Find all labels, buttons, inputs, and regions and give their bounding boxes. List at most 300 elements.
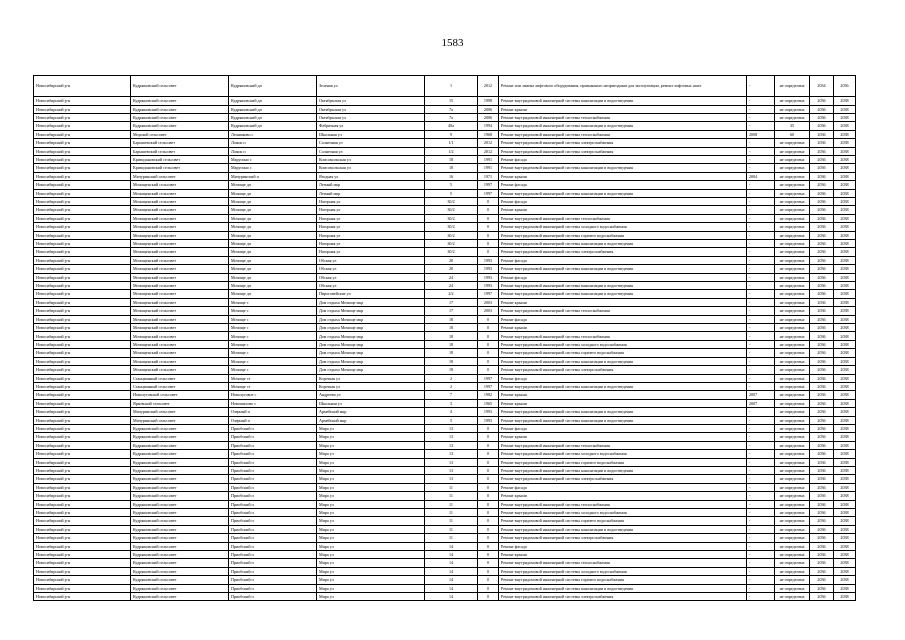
cell-plan-year-end: 2038 [834, 424, 856, 432]
cell-house: 9 [425, 130, 478, 138]
cell-wear-percent: не определена [775, 450, 810, 458]
cell-plan-year-end: 2038 [834, 517, 856, 525]
cell-district: Новосибирский р-н [34, 593, 131, 601]
cell-year-built: 2012 [478, 76, 499, 97]
cell-last-repair-year: - [747, 147, 775, 155]
cell-plan-year-end: 2038 [834, 290, 856, 298]
table-row [34, 105, 856, 113]
table-row [34, 265, 856, 273]
cell-plan-year-end: 2038 [834, 97, 856, 105]
cell-municipality: Кудряшовский сельсовет [131, 458, 229, 466]
cell-settlement: Кудряшовский дп [229, 105, 317, 113]
table-row [34, 130, 856, 138]
cell-settlement: Приобский п [229, 525, 317, 533]
cell-settlement: Мочище дп [229, 265, 317, 273]
cell-work-type: Ремонт внутридомовой инженерной системы канализации и водоотведения [499, 525, 747, 533]
cell-work-type: Ремонт внутридомовой инженерной системы канализации и водоотведения [499, 97, 747, 105]
cell-plan-year-start: 2036 [810, 265, 834, 273]
cell-street: Октябрьская ул [317, 105, 425, 113]
cell-work-type: Ремонт фасада [499, 483, 747, 491]
cell-last-repair-year: - [747, 366, 775, 374]
cell-house: 11 [425, 517, 478, 525]
cell-plan-year-start: 2036 [810, 416, 834, 424]
cell-district: Новосибирский р-н [34, 130, 131, 138]
cell-municipality: Криводановский сельсовет [131, 155, 229, 163]
cell-street: Мира ул [317, 458, 425, 466]
cell-district: Новосибирский р-н [34, 256, 131, 264]
cell-district: Новосибирский р-н [34, 458, 131, 466]
cell-plan-year-end: 2038 [834, 164, 856, 172]
cell-year-built: 0 [478, 458, 499, 466]
cell-district: Новосибирский р-н [34, 139, 131, 147]
cell-plan-year-end: 2038 [834, 416, 856, 424]
cell-plan-year-start: 2036 [810, 130, 834, 138]
cell-work-type: Ремонт внутридомовой инженерной системы горячего водоснабжения [499, 576, 747, 584]
table-row [34, 542, 856, 550]
cell-work-type: Ремонт внутридомовой инженерной системы канализации и водоотведения [499, 408, 747, 416]
cell-plan-year-start: 2036 [810, 483, 834, 491]
table-row [34, 164, 856, 172]
cell-plan-year-start: 2036 [810, 382, 834, 390]
cell-plan-year-end: 2038 [834, 315, 856, 323]
cell-house: 1 [425, 76, 478, 97]
cell-plan-year-end: 2038 [834, 206, 856, 214]
cell-last-repair-year: - [747, 542, 775, 550]
cell-street: Мира ул [317, 525, 425, 533]
cell-work-type: Ремонт внутридомовой инженерной системы канализации и водоотведения [499, 189, 747, 197]
cell-street: Пироговейские ул [317, 290, 425, 298]
cell-plan-year-start: 2036 [810, 366, 834, 374]
cell-plan-year-start: 2036 [810, 593, 834, 601]
cell-work-type: Ремонт фасада [499, 424, 747, 432]
cell-plan-year-end: 2038 [834, 391, 856, 399]
cell-street: Нагорная ул [317, 248, 425, 256]
cell-district: Новосибирский р-н [34, 534, 131, 542]
cell-last-repair-year: - [747, 433, 775, 441]
cell-plan-year-start: 2036 [810, 492, 834, 500]
cell-district: Новосибирский р-н [34, 349, 131, 357]
cell-district: Новосибирский р-н [34, 332, 131, 340]
cell-district: Новосибирский р-н [34, 441, 131, 449]
cell-plan-year-start: 2036 [810, 450, 834, 458]
cell-year-built: 0 [478, 584, 499, 592]
table-body [34, 76, 856, 601]
cell-wear-percent: не определена [775, 551, 810, 559]
cell-year-built: 1997 [478, 290, 499, 298]
cell-district: Новосибирский р-н [34, 231, 131, 239]
cell-work-type: Ремонт внутридомовой инженерной системы электроснабжения [499, 248, 747, 256]
cell-street: Обская ул [317, 282, 425, 290]
cell-last-repair-year: - [747, 492, 775, 500]
cell-settlement: Мочище с [229, 307, 317, 315]
cell-settlement: Кудряшовский дп [229, 113, 317, 121]
cell-wear-percent: не определена [775, 290, 810, 298]
cell-municipality: Кудряшовский сельсовет [131, 567, 229, 575]
cell-district: Новосибирский р-н [34, 492, 131, 500]
cell-house: 30/2 [425, 206, 478, 214]
cell-house: 24 [425, 273, 478, 281]
cell-plan-year-end: 2038 [834, 559, 856, 567]
cell-plan-year-start: 2036 [810, 500, 834, 508]
cell-last-repair-year: - [747, 441, 775, 449]
cell-settlement: Мочище дп [229, 189, 317, 197]
cell-wear-percent: не определена [775, 408, 810, 416]
cell-district: Новосибирский р-н [34, 147, 131, 155]
cell-work-type: Ремонт внутридомовой инженерной системы горячего водоснабжения [499, 458, 747, 466]
cell-street: Короткая ул [317, 382, 425, 390]
cell-work-type: Ремонт крыши [499, 551, 747, 559]
cell-house: 13 [425, 433, 478, 441]
cell-work-type: Ремонт внутридомовой инженерной системы электроснабжения [499, 139, 747, 147]
cell-street: Мира ул [317, 450, 425, 458]
cell-district: Новосибирский р-н [34, 559, 131, 567]
cell-plan-year-end: 2038 [834, 458, 856, 466]
cell-work-type: Ремонт внутридомовой инженерной системы канализации и водоотведения [499, 265, 747, 273]
cell-settlement: Мочище с [229, 357, 317, 365]
table-row [34, 223, 856, 231]
cell-plan-year-start: 2036 [810, 172, 834, 180]
cell-plan-year-start: 2036 [810, 576, 834, 584]
cell-district: Новосибирский р-н [34, 366, 131, 374]
cell-plan-year-end: 2038 [834, 441, 856, 449]
table-row [34, 189, 856, 197]
cell-plan-year-end: 2038 [834, 399, 856, 407]
cell-municipality: Кудряшовский сельсовет [131, 584, 229, 592]
cell-municipality: Кудряшовский сельсовет [131, 450, 229, 458]
cell-house: 1/1 [425, 139, 478, 147]
cell-municipality: Кудряшовский сельсовет [131, 466, 229, 474]
cell-house: 17 [425, 298, 478, 306]
cell-municipality: Мичуринский сельсовет [131, 172, 229, 180]
cell-street: Зеленая ул [317, 76, 425, 97]
cell-plan-year-end: 2038 [834, 130, 856, 138]
cell-municipality: Кудряшовский сельсовет [131, 517, 229, 525]
cell-last-repair-year: - [747, 509, 775, 517]
cell-street: Обская ул [317, 273, 425, 281]
cell-street: Октябрьская ул [317, 97, 425, 105]
cell-last-repair-year: - [747, 408, 775, 416]
cell-wear-percent: не определена [775, 399, 810, 407]
cell-wear-percent: не определена [775, 206, 810, 214]
cell-year-built: 2006 [478, 105, 499, 113]
cell-plan-year-end: 2038 [834, 551, 856, 559]
cell-settlement: Мочище с [229, 324, 317, 332]
cell-street: Мира ул [317, 593, 425, 601]
cell-plan-year-start: 2036 [810, 282, 834, 290]
cell-street: Нагорная ул [317, 206, 425, 214]
cell-work-type: Ремонт внутридомовой инженерной системы электроснабжения [499, 534, 747, 542]
cell-last-repair-year: - [747, 206, 775, 214]
cell-plan-year-start: 2036 [810, 122, 834, 130]
cell-plan-year-start: 2036 [810, 525, 834, 533]
cell-district: Новосибирский р-н [34, 483, 131, 491]
cell-house: 18 [425, 357, 478, 365]
cell-district: Новосибирский р-н [34, 517, 131, 525]
cell-municipality: Кудряшовский сельсовет [131, 509, 229, 517]
cell-settlement: Мочище дп [229, 248, 317, 256]
cell-settlement: Мочище с [229, 298, 317, 306]
cell-settlement: Приобский п [229, 424, 317, 432]
cell-district: Новосибирский р-н [34, 155, 131, 163]
cell-last-repair-year: - [747, 525, 775, 533]
cell-settlement: Мочище с [229, 332, 317, 340]
cell-plan-year-end: 2038 [834, 189, 856, 197]
cell-municipality: Кудряшовский сельсовет [131, 483, 229, 491]
cell-municipality: Мочищенский сельсовет [131, 214, 229, 222]
cell-plan-year-end: 2038 [834, 122, 856, 130]
cell-house: 7а [425, 113, 478, 121]
table-row [34, 113, 856, 121]
cell-work-type: Ремонт внутридомовой инженерной системы холодного водоснабжения [499, 450, 747, 458]
cell-settlement: Приобский п [229, 559, 317, 567]
cell-wear-percent: не определена [775, 324, 810, 332]
cell-wear-percent: не определена [775, 458, 810, 466]
cell-plan-year-end: 2038 [834, 382, 856, 390]
cell-last-repair-year: - [747, 424, 775, 432]
cell-house: 13 [425, 458, 478, 466]
cell-year-built: 2003 [478, 298, 499, 306]
cell-wear-percent: не определена [775, 475, 810, 483]
cell-street: Дом отдыха Мочище мкр [317, 307, 425, 315]
cell-year-built: 0 [478, 567, 499, 575]
table-row [34, 441, 856, 449]
cell-plan-year-start: 2036 [810, 441, 834, 449]
cell-plan-year-start: 2036 [810, 105, 834, 113]
cell-plan-year-start: 2036 [810, 206, 834, 214]
cell-municipality: Мочищенский сельсовет [131, 240, 229, 248]
cell-wear-percent: не определена [775, 240, 810, 248]
cell-district: Новосибирский р-н [34, 248, 131, 256]
cell-municipality: Мочищенский сельсовет [131, 324, 229, 332]
cell-street: Мира ул [317, 584, 425, 592]
table-row [34, 307, 856, 315]
cell-wear-percent: не определена [775, 576, 810, 584]
cell-year-built: 0 [478, 483, 499, 491]
cell-settlement: Мочище дп [229, 290, 317, 298]
cell-wear-percent: не определена [775, 147, 810, 155]
cell-street: Дом отдыха Мочище мкр [317, 340, 425, 348]
cell-municipality: Мочищенский сельсовет [131, 290, 229, 298]
table-row [34, 567, 856, 575]
cell-plan-year-end: 2038 [834, 273, 856, 281]
cell-settlement: Мочище дп [229, 256, 317, 264]
cell-municipality: Кудряшовский сельсовет [131, 122, 229, 130]
cell-wear-percent: не определена [775, 517, 810, 525]
cell-plan-year-end: 2038 [834, 492, 856, 500]
cell-year-built: 2012 [478, 147, 499, 155]
cell-settlement: Мичуринский п [229, 172, 317, 180]
cell-house: 11 [425, 534, 478, 542]
cell-last-repair-year: - [747, 534, 775, 542]
cell-year-built: 0 [478, 433, 499, 441]
table-row [34, 273, 856, 281]
cell-year-built: 1997 [478, 189, 499, 197]
cell-year-built: 1982 [478, 391, 499, 399]
cell-street: Обская ул [317, 265, 425, 273]
cell-district: Новосибирский р-н [34, 240, 131, 248]
table-row [34, 450, 856, 458]
cell-settlement: Мочище дп [229, 214, 317, 222]
cell-house: 40а [425, 122, 478, 130]
cell-settlement: Приобский п [229, 500, 317, 508]
cell-wear-percent: не определена [775, 466, 810, 474]
cell-plan-year-start: 2036 [810, 214, 834, 222]
cell-district: Новосибирский р-н [34, 509, 131, 517]
cell-last-repair-year: - [747, 584, 775, 592]
cell-year-built: 0 [478, 349, 499, 357]
cell-year-built: 0 [478, 576, 499, 584]
cell-work-type: Ремонт внутридомовой инженерной системы канализации и водоотведения [499, 466, 747, 474]
cell-last-repair-year: - [747, 265, 775, 273]
cell-work-type: Ремонт внутридомовой инженерной системы канализации и водоотведения [499, 290, 747, 298]
table-row [34, 147, 856, 155]
cell-street: Мира ул [317, 542, 425, 550]
cell-municipality: Мочищенский сельсовет [131, 332, 229, 340]
cell-work-type: Ремонт крыши [499, 298, 747, 306]
cell-settlement: Мочище дп [229, 231, 317, 239]
cell-house: 14 [425, 559, 478, 567]
cell-plan-year-end: 2038 [834, 147, 856, 155]
cell-wear-percent: не определена [775, 97, 810, 105]
table-row [34, 534, 856, 542]
cell-wear-percent: не определена [775, 509, 810, 517]
cell-year-built: 0 [478, 357, 499, 365]
cell-plan-year-end: 2038 [834, 584, 856, 592]
cell-year-built: 1993 [478, 416, 499, 424]
cell-year-built: 1997 [478, 374, 499, 382]
cell-district: Новосибирский р-н [34, 172, 131, 180]
cell-last-repair-year: 2007 [747, 399, 775, 407]
cell-district: Новосибирский р-н [34, 181, 131, 189]
cell-year-built: 0 [478, 517, 499, 525]
cell-work-type: Ремонт внутридомовой инженерной системы канализации и водоотведения [499, 282, 747, 290]
cell-settlement: Мочище с [229, 315, 317, 323]
cell-year-built: 0 [478, 366, 499, 374]
cell-year-built: 1993 [478, 273, 499, 281]
cell-district: Новосибирский р-н [34, 357, 131, 365]
cell-district: Новосибирский р-н [34, 298, 131, 306]
cell-plan-year-start: 2036 [810, 181, 834, 189]
cell-street: Дом отдыха Мочище мкр [317, 315, 425, 323]
cell-plan-year-start: 2036 [810, 97, 834, 105]
page-number: 1583 [441, 37, 464, 49]
cell-settlement: Приобский п [229, 509, 317, 517]
cell-work-type: Ремонт фасада [499, 181, 747, 189]
cell-last-repair-year: - [747, 324, 775, 332]
cell-year-built: 0 [478, 248, 499, 256]
cell-street: Мира ул [317, 433, 425, 441]
cell-settlement: Озерный п [229, 416, 317, 424]
cell-house: 18 [425, 340, 478, 348]
cell-street: Фабричная ул [317, 122, 425, 130]
cell-last-repair-year: - [747, 214, 775, 222]
cell-municipality: Кудряшовский сельсовет [131, 593, 229, 601]
cell-wear-percent: не определена [775, 139, 810, 147]
cell-wear-percent: не определена [775, 534, 810, 542]
cell-settlement: Приобский п [229, 593, 317, 601]
table-row [34, 256, 856, 264]
cell-street: Солнечная ул [317, 139, 425, 147]
cell-year-built: 1997 [478, 382, 499, 390]
cell-work-type: Ремонт внутридомовой инженерной системы теплоснабжения [499, 441, 747, 449]
cell-plan-year-start: 2036 [810, 559, 834, 567]
cell-last-repair-year: - [747, 181, 775, 189]
cell-work-type: Ремонт фасада [499, 155, 747, 163]
cell-settlement: Приобский п [229, 567, 317, 575]
cell-wear-percent: не определена [775, 492, 810, 500]
cell-year-built: 0 [478, 450, 499, 458]
cell-house: 14 [425, 551, 478, 559]
cell-municipality: Мочищенский сельсовет [131, 189, 229, 197]
cell-year-built: 0 [478, 593, 499, 601]
cell-plan-year-end: 2038 [834, 324, 856, 332]
cell-municipality: Новолуговской сельсовет [131, 391, 229, 399]
cell-house: 18 [425, 164, 478, 172]
cell-house: 30/2 [425, 240, 478, 248]
cell-plan-year-start: 2036 [810, 248, 834, 256]
cell-plan-year-start: 2036 [810, 509, 834, 517]
cell-street: Октябрьская ул [317, 113, 425, 121]
cell-last-repair-year: - [747, 576, 775, 584]
cell-last-repair-year: - [747, 559, 775, 567]
cell-wear-percent: не определена [775, 500, 810, 508]
cell-wear-percent: не определена [775, 76, 810, 97]
cell-work-type: Ремонт или замена лифтового оборудования, признанного непригодным для эксплуатации, ремонт лифтовых шахт [499, 76, 747, 97]
cell-street: Солнечная ул [317, 147, 425, 155]
cell-work-type: Ремонт фасада [499, 315, 747, 323]
cell-last-repair-year: - [747, 307, 775, 315]
cell-municipality: Мочищенский сельсовет [131, 340, 229, 348]
cell-work-type: Ремонт внутридомовой инженерной системы теплоснабжения [499, 130, 747, 138]
cell-last-repair-year: - [747, 197, 775, 205]
cell-last-repair-year: - [747, 240, 775, 248]
cell-street: Короткая ул [317, 374, 425, 382]
cell-work-type: Ремонт внутридомовой инженерной системы канализации и водоотведения [499, 584, 747, 592]
cell-last-repair-year: 2008 [747, 130, 775, 138]
cell-settlement: Мочище дп [229, 282, 317, 290]
table-row [34, 517, 856, 525]
cell-wear-percent: не определена [775, 298, 810, 306]
cell-work-type: Ремонт внутридомовой инженерной системы холодного водоснабжения [499, 509, 747, 517]
capital-repair-table [33, 75, 856, 601]
cell-district: Новосибирский р-н [34, 214, 131, 222]
cell-house: 13 [425, 450, 478, 458]
cell-year-built: 0 [478, 509, 499, 517]
cell-year-built: 1993 [478, 265, 499, 273]
cell-municipality: Станционный сельсовет [131, 382, 229, 390]
cell-settlement: Приобский п [229, 551, 317, 559]
cell-plan-year-start: 2036 [810, 256, 834, 264]
cell-house: 13 [425, 441, 478, 449]
cell-year-built: 0 [478, 197, 499, 205]
cell-street: Обская ул [317, 256, 425, 264]
cell-district: Новосибирский р-н [34, 324, 131, 332]
cell-district: Новосибирский р-н [34, 424, 131, 432]
cell-house: 11 [425, 525, 478, 533]
cell-wear-percent: не определена [775, 282, 810, 290]
cell-settlement: Озерный п [229, 408, 317, 416]
cell-house: 1/2 [425, 147, 478, 155]
cell-plan-year-start: 2036 [810, 223, 834, 231]
cell-settlement: Приобский п [229, 450, 317, 458]
cell-house: 11 [425, 483, 478, 491]
cell-last-repair-year: - [747, 164, 775, 172]
table-row [34, 593, 856, 601]
table-row [34, 206, 856, 214]
table-row [34, 340, 856, 348]
cell-municipality: Кудряшовский сельсовет [131, 441, 229, 449]
table-row [34, 458, 856, 466]
